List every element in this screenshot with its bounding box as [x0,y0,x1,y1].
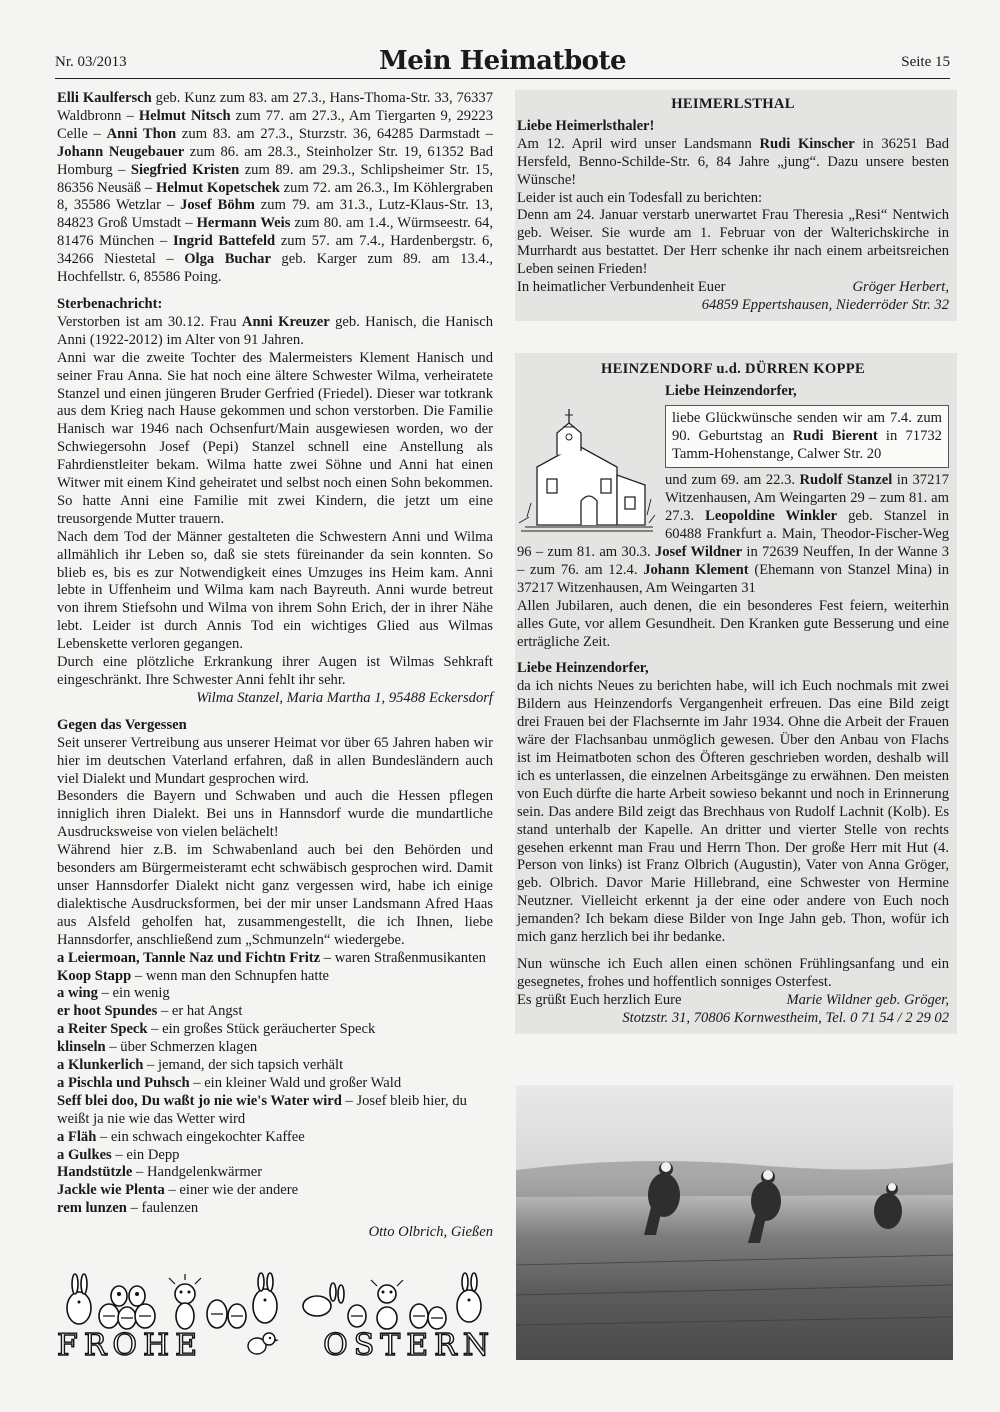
vergessen-paragraph: Besonders die Bayern und Schwaben und auch die Hessen pflegen inniglich ihren Dialekt. Bei uns in Hannsdorf wurde die mundartliche Ausdrucksweise von vielen belächelt! [57,788,493,841]
heinzendorf-section [515,353,957,1034]
heinzendorf-greeting: Liebe Heinzendorfer, [665,382,797,399]
heimerlsthal-signature-name: Gröger Herbert, [852,279,949,296]
glossary-entry [57,1075,493,1093]
glossary-definition: – Handgelenkwärmer [132,1164,263,1181]
celebrant-name: Ingrid Battefeld [172,233,276,250]
birthday-list: Elli Kaulfersch geb. Kunz zum 83. am 27.3., Hans-Thoma-Str. 33, 76337 Waldbronn – Helmut Nitsch zum 77. am 27.3., Am Tiergarten 9, 29223 Celle – Anni Thon zum 83. am 27.3., Sturzstr. 36, 64285 Darmstadt – Johann Neugebauer zum 86. am 28.3., Steinholzer Str. 19, 61352 Bad Homburg – Siegfried Kristen zum 89. am 29.3., Schlipsheimer Str. 15, 86356 Neusäß – Helmut Kopetschek zum 72. am 26.3., Im Köhlergraben 8, 35586 Wetzlar – Josef Böhm zum 79. am 31.3., Lutz-Klaus-Str. 13, 84823 Groß Umstadt – Hermann Weis zum 80. am 1.4., Würmseestr. 64, 81476 München – Ingrid Battefeld zum 57. am 7.4., Hardenbergstr. 6, 34266 Niestetal – Olga Buchar geb. Karger zum 89. am 13.4., Hochfellstr. 6, 85586 Poing. [57,90,493,286]
glossary-term: rem lunzen [57,1200,127,1217]
glossary-definition: – über Schmerzen klagen [105,1039,258,1056]
glossary-entry [57,1129,493,1147]
heimerlsthal-birthday: Am 12. April wird unser Landsmann Rudi Kinscher in 36251 Bad Hersfeld, Benno-Schilde-Str. 6, 84 Jahre „jung“. Dazu unsere besten Wünsche! [517,135,949,188]
easter-word-frohe: FROHE [57,1328,204,1363]
heimerlsthal-paragraph: Denn am 24. Januar verstarb unerwartet Frau Theresia „Resi“ Nentwich geb. Weiser. Sie wurde am 1. Februar von der Walterichskirche in Murrhardt aus bestattet. Der Herr schenke ihr nach einem arbeitsreichen Leben seinen Frieden! [517,207,949,278]
deceased-name: Anni Kreuzer [241,313,330,330]
heimerlsthal-greeting: Liebe Heimerlsthaler! [517,117,655,134]
death-notice-paragraph: Nach dem Tod der Männer gestalteten die Schwestern Anni und Wilma allmählich ihr Leben so, daß sie stets füreinander da sein konnten. So blieb es, bis es zur Notwendigkeit eines Umzuges ins Heim kam. Anni lebte in Uffenheim und Wilma kam nach Bayreuth. Anni wurde betreut von ihrem Stiefsohn und Wilma von ihrem Sohn Erich, der in ihrer Nähe lebt. Leider ist durch Annis Tod ein wichtiges Glied aus Wilmas Lebenskette verloren gegangen. [57,528,493,653]
heinzendorf-easter-wish: Nun wünsche ich Euch allen einen schönen Frühlingsanfang und ein gesegnetes, frohes und hoffentlich sonniges Osterfest. [517,955,949,990]
glossary-term: Seff blei doo, Du waßt jo nie wie's Water wird [57,1092,342,1109]
glossary-term: a Fläh [57,1128,97,1145]
glossary-definition: – faulenzen [126,1200,199,1217]
celebrant-name: Anni Thon [106,125,177,142]
heinzendorf-birthdays: und zum 69. am 22.3. Rudolf Stanzel in 37217 Witzenhausen, Am Weingarten 29 – zum 81. am 27.3. Leopoldine Winkler geb. Stanzel in 60488 Frankfurt a. Main, Theodor-Fischer-Weg 96 – zum 81. am 30.3. Josef Wildner in 72639 Neuffen, In der Wanne 3 – zum 76. am 12.4. Johann Klement (Ehemann von Stanzel Mina) in 37217 Witzenhausen, Am Weingarten 31 [517,472,950,596]
heinzendorf-signature-address: Stotzstr. 31, 70806 Kornwestheim, Tel. 0 71 54 / 2 29 02 [622,1009,949,1026]
vergessen-title: Gegen das Vergessen [57,716,187,733]
glossary-entry [57,968,493,986]
celebrant-name: Siegfried Kristen [130,161,240,178]
glossary-entry [57,1147,493,1165]
heinzendorf-story: da ich nichts Neues zu berichten habe, will ich Euch nochmals mit zwei Bildern aus Heinzendorfs Vergangenheit erfreuen. Das eine Bild zeigt drei Frauen bei der Flachsernte im Jahr 1934. Ohne die Arbeit der Frauen wäre der Flachsanbau unmöglich gewesen. Über den Anbau von Flachs ist im Heimatboten schon des Öfteren geschrieben worden, deshalb will ich es unterlassen, die einzelnen Arbeitsgänge zu erwähnen. Den meisten von Euch dürfte die harte Arbeit sowieso bekannt und noch in Erinnerung sein. Das andere Bild zeigt das Brechhaus von Rudolf Lachnit (Kolb). Es stand unterhalb der Kapelle. An dritter und vierter Stelle von rechts gesehen erkennt man Frau und Herrn Thon. Der große Herr mit Hut (4. Person von links) ist Franz Olbrich (Augustin), Vater von Anna Gröger, geb. Olbrich. Davor Marie Hillebrand, eine Schwester von Hermine Neutzner. Vielleicht erkennt ja der eine oder andere von Euch noch jemanden? Ich bekam diese Bilder von Inge Jahn geb. Thon, wofür ich mich ganz herzlich bei ihr bedanke. [517,678,949,946]
heinzendorf-signature-name: Marie Wildner geb. Gröger, [786,991,949,1008]
celebrant-name: Rudi Kinscher [759,135,855,152]
glossary-term: er hoot Spundes [57,1003,158,1020]
page-number: Seite 15 [901,54,950,70]
celebrant-name: Johann Neugebauer [57,143,185,160]
glossary-definition: – jemand, der sich tapsich verhält [143,1057,344,1074]
celebrant-name: Olga Buchar [184,251,271,268]
issue-number: Nr. 03/2013 [55,54,127,70]
header-rule [55,78,950,79]
birthday-highlight-box: liebe Glückwünsche senden wir am 7.4. zum 90. Geburtstag an Rudi Bierent in 71732 Tamm-Hohenstange, Calwer Str. 20 [665,405,949,469]
glossary-definition: – wenn man den Schnupfen hatte [131,967,329,984]
glossary-term: klinseln [57,1039,106,1056]
glossary-definition: – ein wenig [97,985,170,1002]
page-header [55,46,950,84]
heinzendorf-greeting-2: Liebe Heinzendorfer, [517,660,649,677]
glossary-entry [57,1182,493,1200]
glossary-term: a Leiermoan, Tannle Naz und Fichtn Fritz [57,949,321,966]
glossary-entry [57,1021,493,1039]
glossary-term: a Reiter Speck [57,1021,148,1038]
glossary-term: a Klunkerlich [57,1057,144,1074]
heimerlsthal-title: HEIMERLSTHAL [671,96,795,112]
heinzendorf-closing: Es grüßt Euch herzlich Eure Marie Wildner geb. Gröger, [517,991,949,1008]
glossary-entry [57,1164,493,1182]
dialect-glossary [57,950,493,1219]
easter-banner [57,1272,495,1367]
flax-harvest-figures [516,1085,953,1360]
easter-greeting [57,1328,495,1363]
masthead-logo: Mein Heimatbote [378,46,627,76]
flax-harvest-photo [516,1085,953,1360]
glossary-definition: – ein großes Stück geräucherter Speck [147,1021,376,1038]
left-column [57,90,493,1242]
glossary-term: a Gulkes [57,1146,112,1163]
church-illustration [517,405,657,533]
glossary-definition: – ein schwach eingekochter Kaffee [96,1128,305,1145]
vergessen-signature: Otto Olbrich, Gießen [368,1224,493,1241]
heinzendorf-title: HEINZENDORF u.d. DÜRREN KOPPE [601,360,865,377]
glossary-definition: – Josef bleib hier, du weißt ja nie wie das Wetter wird [57,1092,467,1127]
glossary-entry [57,1057,493,1075]
glossary-term: Jackle wie Plenta [57,1182,165,1199]
glossary-definition: – einer wie der andere [164,1182,299,1199]
death-notice-signature: Wilma Stanzel, Maria Martha 1, 95488 Eckersdorf [196,689,493,706]
celebrant-name: Helmut Nitsch [138,107,231,124]
glossary-entry [57,950,493,968]
heimerlsthal-paragraph: Leider ist auch ein Todesfall zu berichten: [517,189,763,206]
glossary-term: Koop Stapp [57,967,132,984]
glossary-definition: – ein kleiner Wald und großer Wald [189,1074,402,1091]
glossary-entry [57,1039,493,1057]
glossary-entry [57,1093,493,1129]
glossary-entry [57,1003,493,1021]
right-column [515,90,955,1034]
easter-word-ostern: OSTERN [323,1328,495,1363]
chick-icon [243,1328,283,1358]
vergessen-paragraph: Seit unserer Vertreibung aus unserer Heimat vor über 65 Jahren haben wir hier im deutschen Vaterland erfahren, daß in allen Bundesländern auch viel Dialekt und Mundart gesprochen wird. [57,734,493,787]
glossary-entry [57,985,493,1003]
heimerlsthal-signature-address: 64859 Eppertshausen, Niederröder Str. 32 [701,296,949,313]
glossary-term: Handstützle [57,1164,133,1181]
death-notice-paragraph: Durch eine plötzliche Erkrankung ihrer Augen ist Wilmas Sehkraft eingeschränkt. Ihre Schwester Anni fehlt ihr sehr. [57,654,493,688]
heimerlsthal-section [515,90,957,321]
celebrant-name: Hermann Weis [196,215,291,232]
death-notice-title: Sterbenachricht: [57,295,163,312]
glossary-definition: – waren Straßenmusikanten [320,949,486,966]
glossary-definition: – er hat Angst [157,1003,243,1020]
celebrant-name: Josef Böhm [180,197,255,214]
glossary-entry [57,1200,493,1218]
celebrant-name: Rudi Bierent [792,427,878,444]
heimerlsthal-closing: In heimatlicher Verbundenheit Euer Gröger Herbert, [517,279,949,296]
death-notice-intro: Verstorben ist am 30.12. Frau Anni Kreuzer geb. Hanisch, die Hanisch Anni (1922-2012) im Alter von 91 Jahren. [57,313,493,348]
glossary-term: a wing [57,985,98,1002]
celebrant-name: Helmut Kopetschek [156,179,280,196]
easter-illustration [57,1272,495,1332]
celebrant-name: Elli Kaulfersch [57,90,152,106]
heinzendorf-wishes: Allen Jubilaren, auch denen, die ein besonderes Fest feiern, weiterhin alles Gute, vor allem Gesundheit. Den Kranken gute Besserung und eine erträgliche Zeit. [517,597,949,650]
death-notice-paragraph: Anni war die zweite Tochter des Malermeisters Klement Hanisch und seiner Frau Anna. Sie hat noch eine ältere Schwester Wilma, verheiratete Stanzel und einen jüngeren Bruder Gerfried (Friedel). Dieser war totkrank aus dem Krieg nach Hause gekommen und schon verstorben. Die Familie Hanisch war 1946 nach Ochsenfurt/Main ausgewiesen worden, wo der Schwiegersohn Josef (Pepi) Stanzel schnell eine Anstellung als Fahrdienstleiter bekam. Wilma hatte zwei Söhne und Anni hat einen Witwer mit einem Kind geheiratet und selbst noch einen Sohn bekommen. So hatte Anni eine Familie mit zwei Kindern, die jetzt um eine treusorgende Mutter trauern. [57,349,493,527]
glossary-definition: – ein Depp [111,1146,180,1163]
glossary-term: a Pischla und Puhsch [57,1074,190,1091]
vergessen-paragraph: Während hier z.B. im Schwabenland auch bei den Behörden und besonders am Bürgermeisteramt echt schwäbisch gesprochen wird. Damit unser Hannsdorfer Dialekt nicht ganz vergessen wird, habe ich einige dialektische Ausdrucksformen, bei der mir unser Landsmann Afred Haas aus Alsfeld geholfen hat, zusammengestellt, die ich Ihnen, liebe Hannsdorfer, anschließend zum „Schmunzeln“ wiedergebe. [57,842,493,948]
